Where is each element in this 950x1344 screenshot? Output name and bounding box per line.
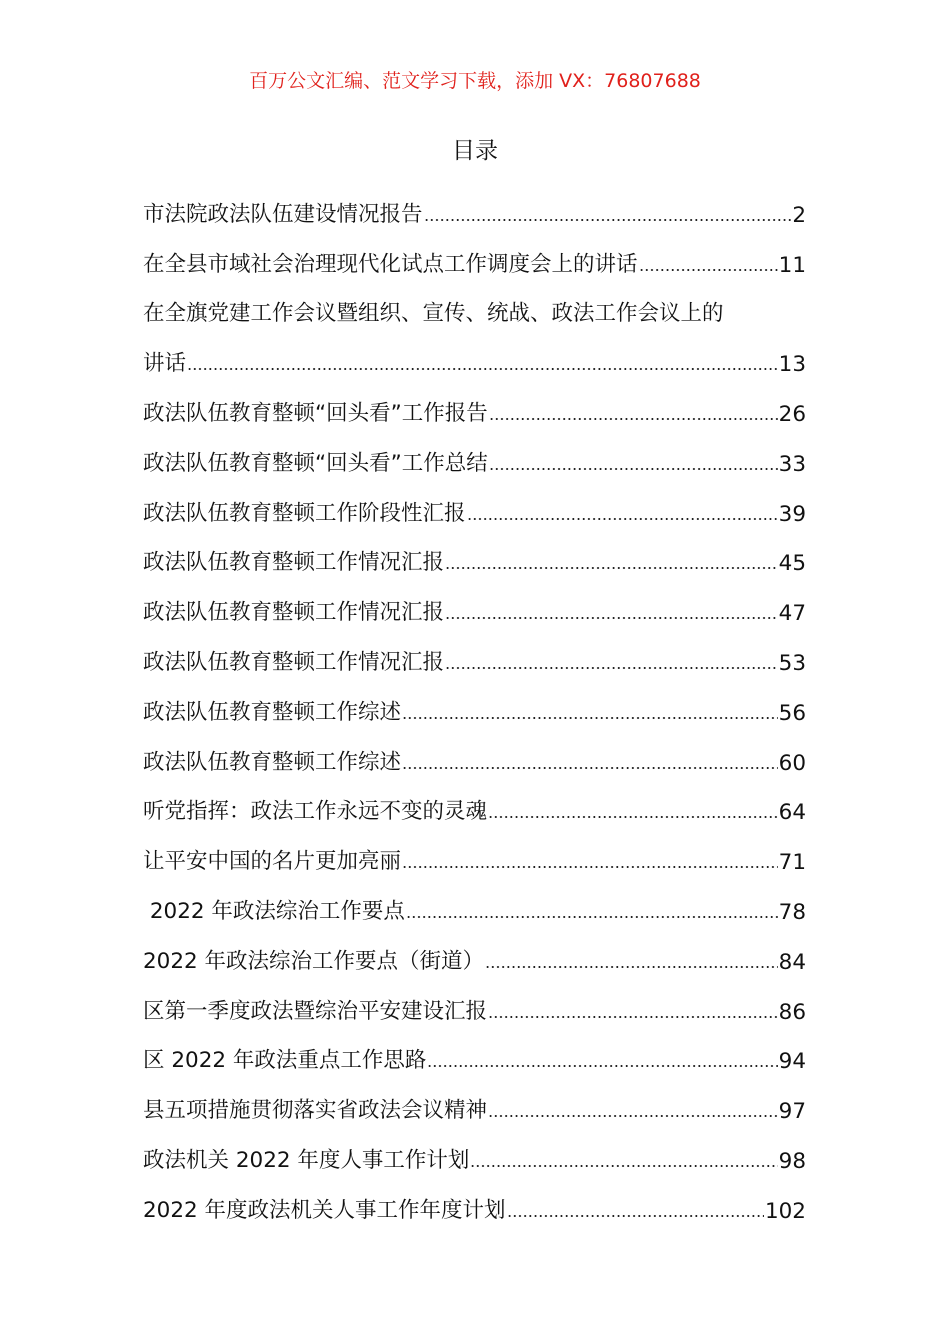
toc-dot-leader [488, 1114, 778, 1118]
toc-entry-title: 听党指挥：政法工作永远不变的灵魂 [143, 799, 488, 825]
toc-page-number: 45 [778, 551, 806, 577]
toc-entry[interactable] [143, 726, 806, 776]
toc-entry-title: 区 2022 年政法重点工作思路 [143, 1048, 427, 1074]
toc-entry-title: 政法队伍教育整顿工作阶段性汇报 [143, 500, 466, 526]
toc-page-number: 13 [778, 352, 806, 378]
toc-dot-leader [445, 666, 778, 670]
toc-page-number: 56 [778, 700, 806, 726]
toc-entry[interactable] [143, 427, 806, 477]
toc-entry-title: 市法院政法队伍建设情况报告 [143, 201, 423, 227]
toc-page-number: 26 [778, 401, 806, 427]
toc-entry-title: 讲话 [143, 351, 187, 377]
toc-entry[interactable] [143, 377, 806, 427]
toc-page-number: 53 [778, 650, 806, 676]
toc-entry[interactable] [143, 1025, 806, 1075]
toc-entry-title: 在全旗党建工作会议暨组织、宣传、统战、政法工作会议上的 [143, 301, 724, 327]
toc-dot-leader [467, 517, 778, 521]
toc-entry[interactable] [143, 825, 806, 875]
toc-dot-leader [445, 566, 778, 570]
toc-page-number: 102 [764, 1198, 806, 1224]
toc-page-number: 94 [778, 1049, 806, 1075]
toc-entry-title: 政法队伍教育整顿工作情况汇报 [143, 649, 445, 675]
toc-dot-leader [488, 815, 778, 819]
toc-entry-title: 政法队伍教育整顿工作情况汇报 [143, 600, 445, 626]
toc-entry[interactable] [143, 1124, 806, 1174]
toc-dot-leader [402, 716, 778, 720]
toc-entry-title: 让平安中国的名片更加亮丽 [143, 849, 402, 875]
toc-entry[interactable] [143, 875, 806, 925]
toc-dot-leader [507, 1214, 764, 1218]
toc-dot-leader [445, 616, 778, 620]
toc-entry[interactable] [143, 576, 806, 626]
toc-entry[interactable] [143, 1074, 806, 1124]
toc-entry[interactable] [143, 477, 806, 527]
toc-page-number: 84 [778, 949, 806, 975]
toc-page-number: 98 [778, 1148, 806, 1174]
toc-page-number: 11 [778, 252, 806, 278]
toc-dot-leader [489, 417, 778, 421]
toc-entry-title: 县五项措施贯彻落实省政法会议精神 [143, 1098, 488, 1124]
header-banner: 百万公文汇编、范文学习下载，添加 VX：76807688 [249, 70, 701, 92]
toc-dot-leader [489, 467, 778, 471]
toc-entry[interactable] [143, 228, 806, 278]
toc-entry[interactable] [143, 527, 806, 577]
toc-entry[interactable] [143, 1174, 806, 1224]
page-title: 目录 [452, 138, 498, 164]
toc-entry-title: 政法机关 2022 年度人事工作计划 [143, 1147, 470, 1173]
toc-entry[interactable] [143, 776, 806, 826]
toc-page-number: 47 [778, 601, 806, 627]
toc-page-number: 86 [778, 999, 806, 1025]
toc-dot-leader [424, 218, 792, 222]
toc-entry[interactable] [143, 975, 806, 1025]
toc-page-number: 97 [778, 1099, 806, 1125]
toc-dot-leader [427, 1064, 777, 1068]
toc-entry[interactable] [143, 327, 806, 377]
toc-page-number: 60 [778, 750, 806, 776]
table-of-contents [143, 178, 806, 1224]
toc-page-number: 39 [778, 501, 806, 527]
toc-dot-leader [488, 1015, 778, 1019]
toc-entry-title: 2022 年政法综治工作要点 [143, 898, 405, 924]
toc-page-number: 2 [792, 202, 806, 228]
toc-dot-leader [485, 965, 778, 969]
toc-dot-leader [406, 915, 778, 919]
toc-entry[interactable] [143, 278, 806, 328]
toc-entry-title: 区第一季度政法暨综治平安建设汇报 [143, 998, 488, 1024]
toc-entry-title: 2022 年政法综治工作要点（街道） [143, 948, 485, 974]
toc-entry-title: 2022 年度政法机关人事工作年度计划 [143, 1197, 506, 1223]
toc-entry[interactable] [143, 925, 806, 975]
toc-entry[interactable] [143, 626, 806, 676]
toc-entry-title: 政法队伍教育整顿工作情况汇报 [143, 550, 445, 576]
toc-entry-title: 政法队伍教育整顿“回头看”工作总结 [143, 450, 488, 476]
toc-page-number: 71 [778, 850, 806, 876]
toc-dot-leader [402, 766, 778, 770]
toc-page-number: 78 [778, 899, 806, 925]
toc-dot-leader [402, 865, 778, 869]
toc-entry[interactable] [143, 676, 806, 726]
toc-page-number: 64 [778, 800, 806, 826]
toc-entry-title: 在全县市域社会治理现代化试点工作调度会上的讲话 [143, 251, 638, 277]
toc-entry-title: 政法队伍教育整顿工作综述 [143, 749, 402, 775]
toc-entry[interactable] [143, 178, 806, 228]
toc-dot-leader [470, 1164, 777, 1168]
toc-dot-leader [187, 367, 778, 371]
toc-entry-title: 政法队伍教育整顿工作综述 [143, 699, 402, 725]
toc-page-number: 33 [778, 451, 806, 477]
toc-dot-leader [639, 268, 778, 272]
toc-entry-title: 政法队伍教育整顿“回头看”工作报告 [143, 400, 488, 426]
